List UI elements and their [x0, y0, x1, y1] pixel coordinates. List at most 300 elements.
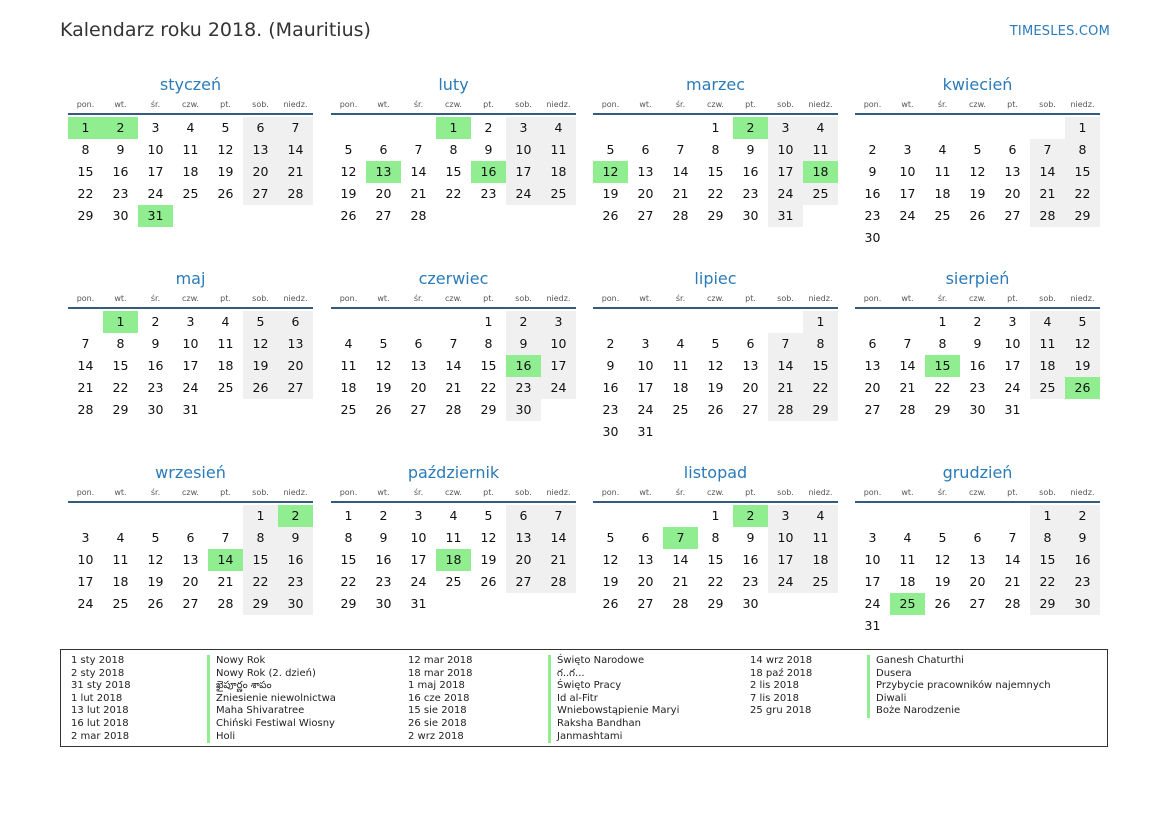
day-cell: 8 [243, 527, 278, 549]
day-cell: 30 [864, 230, 881, 245]
day-cell: 14 [77, 358, 94, 373]
holiday-day-cell: 2 [733, 117, 768, 139]
day-cell: 6 [641, 142, 650, 157]
weekday-header: czw. [182, 488, 199, 497]
day-cell: 17 [147, 164, 164, 179]
holiday-day-cell: 7 [663, 527, 698, 549]
holiday-entry: 1 lut 2018 [71, 692, 123, 704]
weekday-header: wt. [114, 488, 127, 497]
day-cell: 22 [243, 571, 278, 593]
day-cell: 28 [77, 402, 94, 417]
holiday-entry: Raksha Bandhan [548, 718, 679, 731]
day-cell: 15 [340, 552, 357, 567]
day-cell: 17 [182, 358, 199, 373]
holiday-entry: Święto Narodowe [548, 655, 679, 668]
day-cell: 27 [1004, 208, 1021, 223]
weekday-header: śr. [150, 100, 161, 109]
month-4 [855, 75, 1100, 265]
day-cell: 20 [182, 574, 199, 589]
day-cell: 22 [340, 574, 357, 589]
month-7 [593, 269, 838, 459]
day-cell: 6 [243, 117, 278, 139]
month-divider [855, 307, 1100, 309]
day-cell: 19 [707, 380, 724, 395]
day-cell: 11 [182, 142, 199, 157]
day-cell: 16 [278, 549, 313, 571]
day-cell: 22 [445, 186, 462, 201]
day-cell: 8 [116, 336, 125, 351]
month-name: marzec [685, 75, 745, 94]
day-cell: 22 [934, 380, 951, 395]
day-cell: 9 [746, 142, 755, 157]
day-cell: 18 [541, 161, 576, 183]
day-cell: 2 [973, 314, 982, 329]
month-divider [68, 113, 313, 115]
day-cell: 4 [903, 530, 912, 545]
weekday-header: czw. [182, 100, 199, 109]
day-cell: 29 [1030, 593, 1065, 615]
weekday-header: śr. [413, 294, 424, 303]
day-cell: 12 [602, 552, 619, 567]
holiday-entry: Nowy Rok (2. dzień) [207, 668, 336, 681]
month-1 [68, 75, 313, 265]
holiday-entry: 7 lis 2018 [750, 692, 799, 704]
day-cell: 7 [81, 336, 90, 351]
day-cell: 25 [217, 380, 234, 395]
day-cell: 11 [1030, 333, 1065, 355]
day-cell: 24 [506, 183, 541, 205]
holiday-entry: 18 mar 2018 [408, 667, 473, 679]
weekday-header: sob. [515, 100, 532, 109]
day-cell: 8 [711, 142, 720, 157]
day-cell: 26 [969, 208, 986, 223]
day-cell: 18 [1030, 355, 1065, 377]
day-cell: 30 [742, 596, 759, 611]
month-name: maj [175, 269, 206, 288]
day-cell: 27 [969, 596, 986, 611]
weekday-header: pon. [339, 294, 358, 303]
day-cell: 28 [1004, 596, 1021, 611]
day-cell: 9 [506, 333, 541, 355]
day-cell: 28 [410, 208, 427, 223]
day-cell: 12 [969, 164, 986, 179]
day-cell: 14 [410, 164, 427, 179]
month-divider [593, 307, 838, 309]
weekday-header: śr. [675, 100, 686, 109]
day-cell: 20 [278, 355, 313, 377]
day-cell: 4 [541, 117, 576, 139]
day-cell: 24 [182, 380, 199, 395]
weekday-header: czw. [969, 100, 986, 109]
day-cell: 20 [243, 161, 278, 183]
day-cell: 13 [1004, 164, 1021, 179]
day-cell: 5 [711, 336, 720, 351]
month-name: sierpień [945, 269, 1010, 288]
day-cell: 23 [506, 377, 541, 399]
weekday-header: śr. [675, 294, 686, 303]
month-name: luty [438, 75, 469, 94]
day-cell: 21 [768, 377, 803, 399]
day-cell: 17 [541, 355, 576, 377]
day-cell: 12 [217, 142, 234, 157]
day-cell: 8 [1030, 527, 1065, 549]
day-cell: 5 [243, 311, 278, 333]
holiday-entry: 2 wrz 2018 [408, 730, 464, 742]
day-cell: 22 [112, 380, 129, 395]
day-cell: 30 [602, 424, 619, 439]
day-cell: 15 [707, 552, 724, 567]
holiday-entry: Id al-Fitr [548, 693, 679, 706]
weekday-header: sob. [515, 488, 532, 497]
weekday-header: czw. [182, 294, 199, 303]
weekday-header: wt. [901, 488, 914, 497]
weekday-header: pt. [745, 100, 756, 109]
day-cell: 30 [147, 402, 164, 417]
day-cell: 8 [803, 333, 838, 355]
day-cell: 14 [278, 139, 313, 161]
day-cell: 2 [506, 311, 541, 333]
day-cell: 26 [243, 377, 278, 399]
weekday-header: sob. [777, 100, 794, 109]
holiday-names-col-3 [867, 655, 1051, 718]
holiday-day-cell: 2 [733, 505, 768, 527]
day-cell: 29 [243, 593, 278, 615]
weekday-header: wt. [639, 488, 652, 497]
holiday-entry: 14 wrz 2018 [750, 655, 813, 666]
day-cell: 6 [506, 505, 541, 527]
holiday-day-cell: 26 [1065, 377, 1100, 399]
day-cell: 3 [768, 505, 803, 527]
month-name: październik [407, 463, 500, 482]
day-cell: 24 [541, 377, 576, 399]
day-cell: 12 [934, 552, 951, 567]
day-cell: 7 [903, 336, 912, 351]
day-cell: 3 [768, 117, 803, 139]
holiday-entry: 16 cze 2018 [408, 692, 470, 704]
day-cell: 10 [637, 358, 654, 373]
day-cell: 22 [77, 186, 94, 201]
day-cell: 30 [278, 593, 313, 615]
day-cell: 1 [938, 314, 947, 329]
day-cell: 10 [768, 139, 803, 161]
day-cell: 15 [243, 549, 278, 571]
holiday-entry: Zniesienie niewolnictwa [207, 693, 336, 706]
day-cell: 3 [868, 530, 877, 545]
weekday-header: niedz. [546, 488, 571, 497]
day-cell: 12 [340, 164, 357, 179]
weekday-header: śr. [150, 294, 161, 303]
day-cell: 20 [637, 574, 654, 589]
day-cell: 2 [151, 314, 160, 329]
day-cell: 1 [711, 508, 720, 523]
day-cell: 27 [375, 208, 392, 223]
day-cell: 10 [147, 142, 164, 157]
day-cell: 19 [147, 574, 164, 589]
day-cell: 1 [803, 311, 838, 333]
day-cell: 3 [641, 336, 650, 351]
holiday-dates-col-2 [408, 655, 473, 743]
day-cell: 28 [899, 402, 916, 417]
day-cell: 26 [340, 208, 357, 223]
day-cell: 27 [410, 402, 427, 417]
weekday-header: pt. [483, 294, 494, 303]
brand-link[interactable]: TIMESLES.COM [1009, 24, 1110, 39]
weekday-header: niedz. [546, 100, 571, 109]
weekday-header: pt. [483, 488, 494, 497]
day-cell: 22 [480, 380, 497, 395]
day-cell: 5 [484, 508, 493, 523]
holiday-entry: గ..గ... [548, 668, 679, 681]
day-cell: 7 [676, 142, 685, 157]
day-cell: 9 [116, 142, 125, 157]
day-cell: 5 [606, 530, 615, 545]
day-cell: 30 [742, 208, 759, 223]
day-cell: 3 [903, 142, 912, 157]
day-cell: 7 [278, 117, 313, 139]
weekday-header: niedz. [808, 488, 833, 497]
day-cell: 15 [1065, 161, 1100, 183]
day-cell: 11 [899, 552, 916, 567]
holiday-day-cell: 2 [278, 505, 313, 527]
day-cell: 29 [1065, 205, 1100, 227]
day-cell: 4 [676, 336, 685, 351]
weekday-header: czw. [445, 294, 462, 303]
holiday-entry: Nowy Rok [207, 655, 336, 668]
day-cell: 1 [344, 508, 353, 523]
month-name: kwiecień [942, 75, 1013, 94]
weekday-header: pon. [339, 100, 358, 109]
weekday-header: śr. [675, 488, 686, 497]
day-cell: 4 [1030, 311, 1065, 333]
day-cell: 20 [375, 186, 392, 201]
day-cell: 11 [112, 552, 129, 567]
day-cell: 25 [445, 574, 462, 589]
holiday-day-cell: 12 [593, 161, 628, 183]
weekday-header: pon. [339, 488, 358, 497]
day-cell: 10 [541, 333, 576, 355]
day-cell: 11 [934, 164, 951, 179]
day-cell: 24 [410, 574, 427, 589]
day-cell: 17 [864, 574, 881, 589]
day-cell: 13 [410, 358, 427, 373]
weekday-header: niedz. [283, 100, 308, 109]
day-cell: 4 [186, 120, 195, 135]
day-cell: 23 [742, 186, 759, 201]
day-cell: 6 [186, 530, 195, 545]
day-cell: 8 [938, 336, 947, 351]
day-cell: 9 [1065, 527, 1100, 549]
day-cell: 28 [672, 208, 689, 223]
day-cell: 18 [934, 186, 951, 201]
month-10 [331, 463, 576, 653]
month-name: styczeń [159, 75, 222, 94]
holiday-day-cell: 25 [890, 593, 925, 615]
weekday-header: sob. [252, 100, 269, 109]
day-cell: 10 [1004, 336, 1021, 351]
month-divider [68, 501, 313, 503]
weekday-header: niedz. [1070, 488, 1095, 497]
day-cell: 7 [768, 333, 803, 355]
day-cell: 28 [1030, 205, 1065, 227]
day-cell: 7 [449, 336, 458, 351]
day-cell: 14 [1030, 161, 1065, 183]
day-cell: 25 [934, 208, 951, 223]
day-cell: 6 [746, 336, 755, 351]
weekday-header: pon. [601, 100, 620, 109]
day-cell: 3 [151, 120, 160, 135]
day-cell: 15 [480, 358, 497, 373]
month-6 [331, 269, 576, 459]
day-cell: 11 [541, 139, 576, 161]
day-cell: 29 [803, 399, 838, 421]
day-cell: 20 [969, 574, 986, 589]
day-cell: 14 [672, 552, 689, 567]
day-cell: 17 [899, 186, 916, 201]
day-cell: 4 [344, 336, 353, 351]
day-cell: 18 [672, 380, 689, 395]
day-cell: 12 [375, 358, 392, 373]
day-cell: 4 [221, 314, 230, 329]
day-cell: 15 [1030, 549, 1065, 571]
weekday-header: sob. [252, 294, 269, 303]
holiday-entry: Holi [207, 731, 336, 744]
holiday-entry: 2 mar 2018 [71, 730, 130, 742]
day-cell: 13 [243, 139, 278, 161]
day-cell: 27 [182, 596, 199, 611]
day-cell: 12 [1065, 333, 1100, 355]
month-divider [331, 501, 576, 503]
holiday-day-cell: 31 [138, 205, 173, 227]
day-cell: 26 [217, 186, 234, 201]
weekday-header: pt. [1007, 294, 1018, 303]
day-cell: 18 [899, 574, 916, 589]
day-cell: 2 [606, 336, 615, 351]
weekday-header: śr. [937, 100, 948, 109]
day-cell: 29 [934, 402, 951, 417]
weekday-header: wt. [639, 100, 652, 109]
day-cell: 6 [973, 530, 982, 545]
day-cell: 23 [969, 380, 986, 395]
weekday-header: niedz. [546, 294, 571, 303]
day-cell: 16 [375, 552, 392, 567]
day-cell: 21 [445, 380, 462, 395]
holiday-day-cell: 16 [471, 161, 506, 183]
day-cell: 8 [344, 530, 353, 545]
day-cell: 9 [278, 527, 313, 549]
weekday-header: sob. [515, 294, 532, 303]
month-name: czerwiec [418, 269, 489, 288]
weekday-header: wt. [901, 294, 914, 303]
day-cell: 7 [414, 142, 423, 157]
holiday-entry: 16 lut 2018 [71, 717, 129, 729]
weekday-header: sob. [777, 294, 794, 303]
day-cell: 13 [637, 164, 654, 179]
day-cell: 19 [934, 574, 951, 589]
day-cell: 19 [602, 186, 619, 201]
day-cell: 2 [1065, 505, 1100, 527]
holiday-entry: Dusera [867, 668, 1051, 681]
day-cell: 30 [1065, 593, 1100, 615]
day-cell: 19 [375, 380, 392, 395]
day-cell: 6 [379, 142, 388, 157]
day-cell: 24 [768, 183, 803, 205]
day-cell: 26 [602, 596, 619, 611]
day-cell: 13 [864, 358, 881, 373]
weekday-header: niedz. [808, 294, 833, 303]
day-cell: 4 [938, 142, 947, 157]
day-cell: 24 [1004, 380, 1021, 395]
day-cell: 27 [278, 377, 313, 399]
page-title: Kalendarz roku 2018. (Mauritius) [60, 19, 371, 41]
weekday-header: niedz. [808, 100, 833, 109]
day-cell: 29 [112, 402, 129, 417]
day-cell: 1 [243, 505, 278, 527]
day-cell: 27 [864, 402, 881, 417]
day-cell: 16 [864, 186, 881, 201]
weekday-header: niedz. [283, 488, 308, 497]
holiday-entry: 26 sie 2018 [408, 717, 467, 729]
weekday-header: niedz. [1070, 294, 1095, 303]
weekday-header: wt. [114, 100, 127, 109]
day-cell: 11 [672, 358, 689, 373]
day-cell: 9 [484, 142, 493, 157]
day-cell: 19 [1065, 355, 1100, 377]
day-cell: 24 [768, 571, 803, 593]
weekday-header: wt. [901, 100, 914, 109]
month-divider [331, 307, 576, 309]
day-cell: 15 [803, 355, 838, 377]
day-cell: 10 [182, 336, 199, 351]
day-cell: 3 [1008, 314, 1017, 329]
day-cell: 25 [340, 402, 357, 417]
month-divider [855, 501, 1100, 503]
weekday-header: pon. [863, 294, 882, 303]
day-cell: 12 [707, 358, 724, 373]
day-cell: 2 [484, 120, 493, 135]
day-cell: 16 [742, 164, 759, 179]
holiday-day-cell: 18 [436, 549, 471, 571]
holiday-entry: 31 sty 2018 [71, 680, 131, 692]
holiday-entry: Przybycie pracowników najemnych [867, 680, 1051, 693]
day-cell: 24 [864, 596, 881, 611]
day-cell: 4 [803, 505, 838, 527]
weekday-header: wt. [377, 100, 390, 109]
day-cell: 14 [672, 164, 689, 179]
holiday-entry: Chiński Festiwal Wiosny [207, 718, 336, 731]
day-cell: 15 [77, 164, 94, 179]
day-cell: 7 [1008, 530, 1017, 545]
day-cell: 5 [1065, 311, 1100, 333]
holiday-day-cell: 15 [925, 355, 960, 377]
day-cell: 22 [803, 377, 838, 399]
day-cell: 29 [340, 596, 357, 611]
day-cell: 27 [637, 596, 654, 611]
weekday-header: sob. [1039, 294, 1056, 303]
day-cell: 16 [1065, 549, 1100, 571]
weekday-header: wt. [639, 294, 652, 303]
day-cell: 19 [969, 186, 986, 201]
day-cell: 22 [707, 574, 724, 589]
day-cell: 25 [803, 571, 838, 593]
holiday-dates-col-3 [750, 655, 812, 718]
weekday-header: czw. [969, 294, 986, 303]
weekday-header: wt. [377, 488, 390, 497]
day-cell: 19 [217, 164, 234, 179]
day-cell: 27 [742, 402, 759, 417]
month-5 [68, 269, 313, 459]
holiday-day-cell: 14 [208, 549, 243, 571]
month-divider [855, 113, 1100, 115]
